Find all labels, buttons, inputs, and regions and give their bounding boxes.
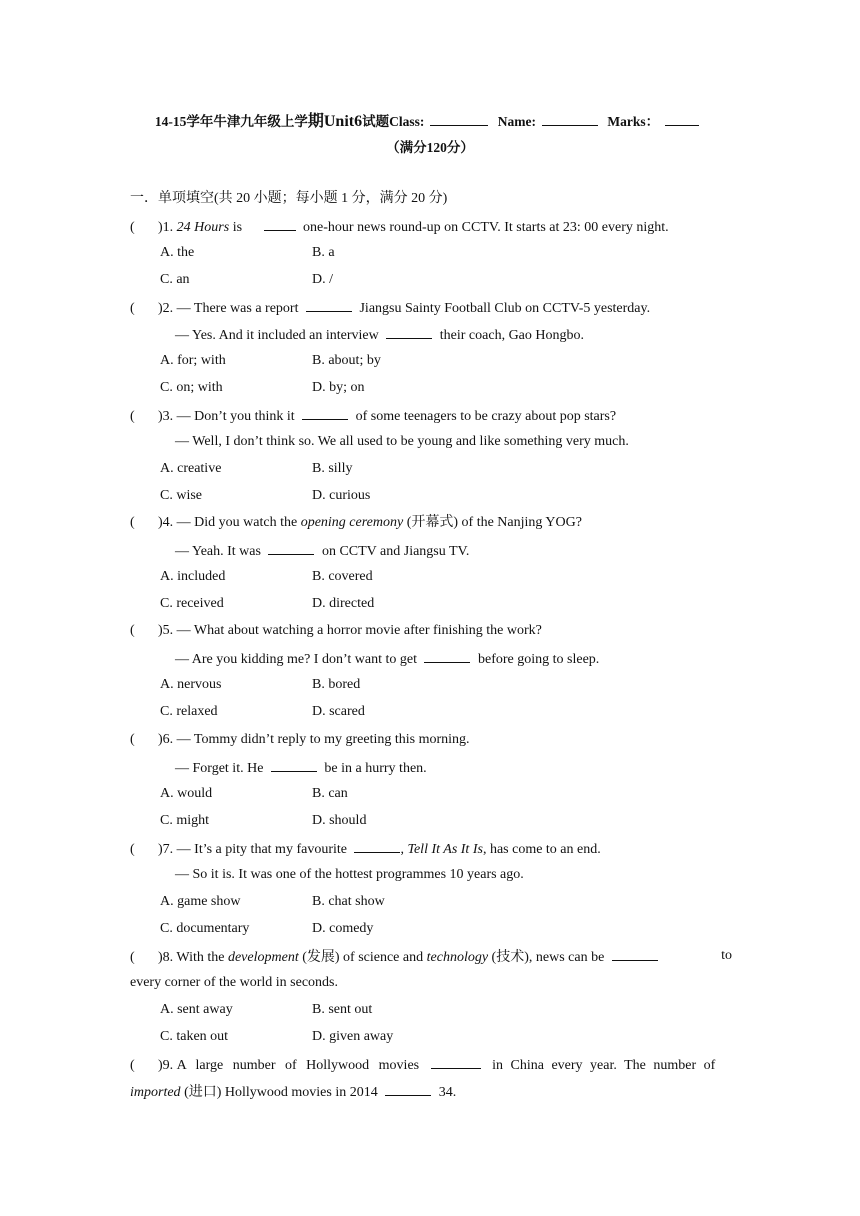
marks-label: Marks： — [607, 114, 660, 129]
name-label: Name: — [497, 114, 536, 129]
question-8: ( )8. With the development (发展) of science and technology (技术), news can be to — [130, 946, 732, 966]
option-a: A. included — [160, 569, 226, 584]
answer-paren[interactable]: ( — [130, 220, 135, 235]
question-9-line-2: imported (进口) Hollywood movies in 2014 34. — [130, 1081, 732, 1101]
option-c: C. an — [160, 272, 190, 287]
answer-blank[interactable] — [302, 405, 348, 420]
option-b: B. bored — [312, 677, 361, 692]
answer-blank[interactable] — [264, 216, 296, 231]
answer-blank[interactable] — [386, 324, 432, 339]
page-title — [0, 108, 860, 131]
page-subtitle: （满分120分） — [386, 140, 474, 155]
option-a: A. would — [160, 786, 213, 801]
option-a: A. the — [160, 245, 195, 260]
question-3-line-2: — Well, I don’t think so. We all used to be young and like something very much. — [175, 434, 629, 449]
question-5-line-2: — Are you kidding me? I don’t want to get before going to sleep. — [175, 648, 777, 668]
option-d: D. by; on — [312, 380, 365, 395]
option-a: A. sent away — [160, 1002, 233, 1017]
question-2: ( )2. — There was a report Jiangsu Sainty Football Club on CCTV-5 yesterday. — [130, 297, 732, 317]
answer-paren[interactable]: ( — [130, 301, 135, 316]
answer-paren[interactable]: ( — [130, 842, 135, 857]
title-prefix: 14-15学年牛津九年级上学 — [154, 114, 308, 129]
option-a: A. for; with — [160, 353, 226, 368]
answer-paren[interactable]: ( — [130, 1058, 135, 1073]
answer-blank[interactable] — [612, 946, 658, 961]
question-3: ( )3. — Don’t you think it of some teenagers to be crazy about pop stars? — [130, 405, 732, 425]
marks-blank[interactable] — [665, 112, 699, 126]
option-d: D. given away — [312, 1029, 394, 1044]
option-b: B. can — [312, 786, 348, 801]
question-7-line-2: — So it is. It was one of the hottest programmes 10 years ago. — [175, 867, 524, 882]
section-heading: 一．单项填空(共 20 小题；每小题 1 分，满分 20 分) — [130, 191, 448, 206]
option-c: C. documentary — [160, 921, 250, 936]
answer-paren[interactable]: ( — [130, 515, 135, 530]
question-4: ( )4. — Did you watch the opening ceremony (开幕式) of the Nanjing YOG? — [130, 513, 732, 533]
question-6: ( )6. — Tommy didn’t reply to my greeting this morning. — [130, 730, 732, 750]
option-b: B. covered — [312, 569, 373, 584]
question-7: ( )7. — It’s a pity that my favourite , Tell It As It Is, has come to an end. — [130, 838, 732, 858]
answer-blank[interactable] — [431, 1054, 481, 1069]
option-c: C. received — [160, 596, 224, 611]
answer-blank[interactable] — [424, 648, 470, 663]
option-b: B. sent out — [312, 1002, 373, 1017]
option-c: C. on; with — [160, 380, 223, 395]
option-d: D. comedy — [312, 921, 374, 936]
option-c: C. relaxed — [160, 704, 218, 719]
option-c: C. wise — [160, 488, 202, 503]
title-suffix: 试题 — [362, 114, 390, 129]
title-unit: 期Unit6 — [307, 113, 363, 130]
answer-paren[interactable]: ( — [130, 623, 135, 638]
class-blank[interactable] — [430, 112, 488, 126]
option-d: D. should — [312, 813, 367, 828]
option-b: B. silly — [312, 461, 353, 476]
question-4-line-2: — Yeah. It was on CCTV and Jiangsu TV. — [175, 540, 777, 560]
option-d: D. scared — [312, 704, 365, 719]
question-2-line-2: — Yes. And it included an interview their coach, Gao Hongbo. — [175, 324, 777, 344]
question-6-line-2: — Forget it. He be in a hurry then. — [175, 757, 777, 777]
option-b: B. chat show — [312, 894, 385, 909]
answer-blank[interactable] — [271, 757, 317, 772]
option-a: A. game show — [160, 894, 241, 909]
answer-paren[interactable]: ( — [130, 409, 135, 424]
class-label: Class: — [389, 114, 425, 129]
option-b: B. about; by — [312, 353, 381, 368]
option-a: A. creative — [160, 461, 222, 476]
question-5: ( )5. — What about watching a horror movie after finishing the work? — [130, 621, 732, 641]
option-b: B. a — [312, 245, 335, 260]
answer-blank[interactable] — [385, 1081, 431, 1096]
option-c: C. taken out — [160, 1029, 229, 1044]
option-d: D. / — [312, 272, 333, 287]
answer-paren[interactable]: ( — [130, 950, 135, 965]
option-c: C. might — [160, 813, 210, 828]
answer-blank[interactable] — [354, 838, 400, 853]
option-d: D. directed — [312, 596, 375, 611]
answer-paren[interactable]: ( — [130, 732, 135, 747]
answer-blank[interactable] — [306, 297, 352, 312]
question-1: ( )1. 24 Hours is one-hour news round-up on CCTV. It starts at 23: 00 every night. — [130, 216, 732, 236]
name-blank[interactable] — [542, 112, 598, 126]
answer-blank[interactable] — [268, 540, 314, 555]
question-8-line-2: every corner of the world in seconds. — [130, 975, 338, 990]
question-9: ( )9. A large number of Hollywood movies in China every year. The number of — [130, 1054, 732, 1074]
option-a: A. nervous — [160, 677, 222, 692]
option-d: D. curious — [312, 488, 371, 503]
